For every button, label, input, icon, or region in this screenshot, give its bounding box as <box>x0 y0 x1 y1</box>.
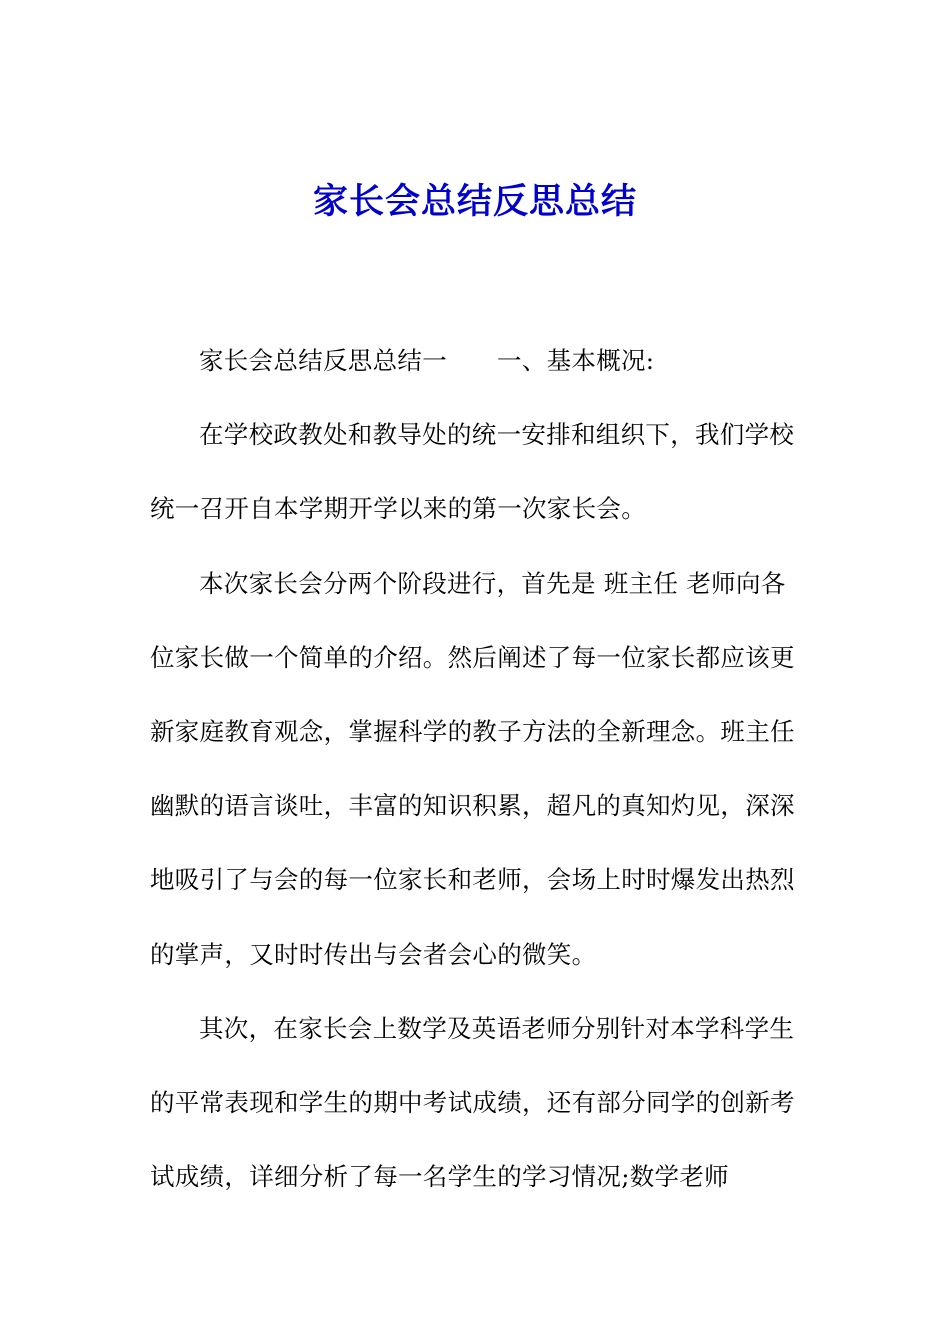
document-body <box>150 324 802 1214</box>
paragraph-1-section-label: 一、基本概况: <box>497 346 655 375</box>
paragraph-3: 本次家长会分两个阶段进行，首先是 班主任 老师向各位家长做一个简单的介绍。然后阐述了每一位家长都应该更新家庭教育观念，掌握科学的教子方法的全新理念。班主任幽默的语言谈吐，丰富的知识积累，超凡的真知灼见，深深地吸引了与会的每一位家长和老师，会场上时时爆发出热烈的掌声，又时时传出与会者会心的微笑。 <box>150 568 795 969</box>
document-title: 家长会总结反思总结 <box>312 181 637 222</box>
paragraph-1-heading: 家长会总结反思总结一 <box>199 346 447 375</box>
paragraph-2: 在学校政教处和教导处的统一安排和组织下，我们学校统一召开自本学期开学以来的第一次家长会。 <box>150 420 795 524</box>
paragraph-1 <box>150 324 802 398</box>
paragraph-4: 其次，在家长会上数学及英语老师分别针对本学科学生的平常表现和学生的期中考试成绩，还有部分同学的创新考试成绩，详细分析了每一名学生的学习情况;数学老师 <box>150 1013 795 1192</box>
